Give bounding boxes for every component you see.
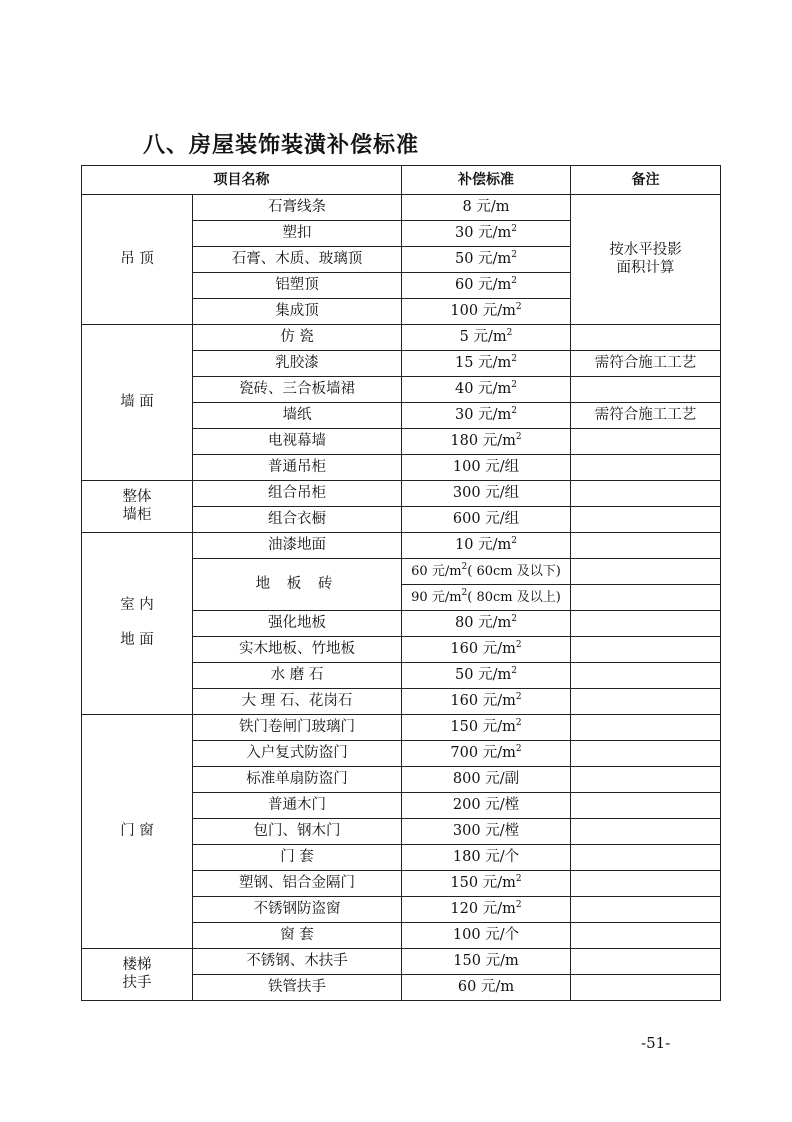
standard-value: 50 元/m — [455, 250, 512, 267]
unit-superscript: 2 — [511, 535, 517, 546]
standard-cell — [402, 455, 571, 481]
note-cell — [571, 819, 721, 845]
standard-value: 10 元/m — [455, 536, 512, 553]
page-title: 八、房屋装饰装潢补偿标准 — [143, 133, 420, 158]
item-cell: 水 磨 石 — [193, 663, 402, 689]
item-cell: 乳胶漆 — [193, 351, 402, 377]
item-cell: 电视幕墙 — [193, 429, 402, 455]
standard-cell — [402, 845, 571, 871]
note-cell — [571, 897, 721, 923]
standard-value: 8 元/m — [462, 198, 510, 215]
note-cell — [571, 325, 721, 351]
standard-value: 700 元/m — [450, 744, 516, 761]
standard-cell — [402, 533, 571, 559]
standard-cell — [402, 611, 571, 637]
item-cell: 集成顶 — [193, 299, 402, 325]
standard-cell — [402, 793, 571, 819]
unit-superscript: 2 — [506, 327, 513, 338]
standard-cell — [402, 923, 571, 949]
item-cell: 实木地板、竹地板 — [193, 637, 402, 663]
unit-superscript: 2 — [515, 639, 522, 650]
item-cell: 铁门卷闸门玻璃门 — [193, 715, 402, 741]
note-cell — [571, 975, 721, 1001]
standard-cell — [402, 299, 571, 325]
standard-cell — [402, 819, 571, 845]
item-cell: 石膏、木质、玻璃顶 — [193, 247, 402, 273]
note-cell — [571, 507, 721, 533]
note-cell: 需符合施工工艺 — [571, 351, 721, 377]
unit-superscript: 2 — [511, 249, 517, 260]
note-cell — [571, 481, 721, 507]
standard-cell — [402, 975, 571, 1001]
note-cell — [571, 923, 721, 949]
standard-value: 80 元/m — [455, 614, 512, 631]
item-cell: 门 套 — [193, 845, 402, 871]
standard-value: 300 元/樘 — [452, 822, 520, 839]
note-cell — [571, 585, 721, 611]
standard-value: 5 元/m — [459, 328, 507, 345]
table-row — [82, 325, 721, 351]
category-cell: 楼梯 扶手 — [82, 949, 193, 1001]
note-cell — [571, 663, 721, 689]
standard-value: 180 元/个 — [452, 848, 520, 865]
standard-cell — [402, 637, 571, 663]
standard-cell — [402, 481, 571, 507]
note-cell: 需符合施工工艺 — [571, 403, 721, 429]
standard-cell — [402, 767, 571, 793]
item-cell: 铁管扶手 — [193, 975, 402, 1001]
note-cell — [571, 559, 721, 585]
standard-cell — [402, 585, 571, 611]
category-cell: 吊 顶 — [82, 195, 193, 325]
item-cell: 大 理 石、花岗石 — [193, 689, 402, 715]
unit-superscript: 2 — [511, 405, 517, 416]
standard-cell — [402, 247, 571, 273]
note-cell — [571, 377, 721, 403]
category-cell: 室 内 地 面 — [82, 533, 193, 715]
item-cell: 地 板 砖 — [193, 559, 402, 611]
standard-value: 100 元/个 — [452, 926, 520, 943]
item-cell: 塑钢、铝合金隔门 — [193, 871, 402, 897]
item-cell: 普通木门 — [193, 793, 402, 819]
table-row — [82, 715, 721, 741]
standard-value: 60 元/m — [455, 276, 512, 293]
note-cell — [571, 741, 721, 767]
unit-superscript: 2 — [511, 353, 517, 364]
unit-superscript: 2 — [511, 665, 517, 676]
standard-qualifier: ( 60cm 及以下) — [467, 563, 561, 579]
item-cell: 不锈钢防盗窗 — [193, 897, 402, 923]
standard-value: 60 元/m — [457, 978, 515, 995]
standard-cell — [402, 871, 571, 897]
unit-superscript: 2 — [515, 899, 522, 910]
unit-superscript: 2 — [511, 613, 517, 624]
unit-superscript: 2 — [511, 223, 517, 234]
standard-cell — [402, 403, 571, 429]
item-cell: 仿 瓷 — [193, 325, 402, 351]
unit-superscript: 2 — [515, 691, 522, 702]
standard-cell — [402, 429, 571, 455]
category-cell: 门 窗 — [82, 715, 193, 949]
item-cell: 塑扣 — [193, 221, 402, 247]
unit-superscript: 2 — [461, 587, 468, 598]
table-row — [82, 481, 721, 507]
note-cell — [571, 637, 721, 663]
standard-value: 30 元/m — [455, 406, 512, 423]
note-cell: 按水平投影 面积计算 — [571, 195, 721, 325]
standard-value: 150 元/m — [450, 718, 516, 735]
item-cell: 组合吊柜 — [193, 481, 402, 507]
standard-value: 40 元/m — [455, 380, 512, 397]
unit-superscript: 2 — [515, 431, 522, 442]
item-cell: 铝塑顶 — [193, 273, 402, 299]
item-cell: 不锈钢、木扶手 — [193, 949, 402, 975]
note-cell — [571, 715, 721, 741]
standard-value: 30 元/m — [455, 224, 512, 241]
item-cell: 普通吊柜 — [193, 455, 402, 481]
header-item: 项目名称 — [82, 166, 402, 195]
standard-cell — [402, 689, 571, 715]
standard-cell — [402, 507, 571, 533]
standard-value: 15 元/m — [455, 354, 512, 371]
note-cell — [571, 429, 721, 455]
standard-cell — [402, 325, 571, 351]
page-number: -51- — [641, 1034, 671, 1052]
item-cell: 标准单扇防盗门 — [193, 767, 402, 793]
item-cell: 石膏线条 — [193, 195, 402, 221]
note-cell — [571, 767, 721, 793]
header-note: 备注 — [571, 166, 721, 195]
unit-superscript: 2 — [515, 873, 522, 884]
note-cell — [571, 845, 721, 871]
standard-value: 120 元/m — [450, 900, 516, 917]
standard-value: 60 元/m — [411, 563, 462, 579]
standard-value: 90 元/m — [411, 589, 462, 605]
standard-value: 150 元/m — [453, 952, 519, 969]
standard-value: 160 元/m — [450, 640, 516, 657]
item-cell: 油漆地面 — [193, 533, 402, 559]
table-row — [82, 533, 721, 559]
standard-cell — [402, 221, 571, 247]
standard-value: 160 元/m — [450, 692, 516, 709]
standard-value: 150 元/m — [450, 874, 516, 891]
standard-cell — [402, 715, 571, 741]
standard-value: 300 元/组 — [452, 484, 520, 501]
standard-value: 800 元/副 — [452, 770, 520, 787]
standard-cell — [402, 195, 571, 221]
unit-superscript: 2 — [511, 275, 517, 286]
standard-qualifier: ( 80cm 及以上) — [467, 589, 561, 605]
standard-cell — [402, 559, 571, 585]
note-cell — [571, 533, 721, 559]
item-cell: 入户复式防盗门 — [193, 741, 402, 767]
table-header-row — [82, 166, 721, 195]
compensation-table — [81, 165, 721, 1001]
standard-cell — [402, 351, 571, 377]
note-cell — [571, 793, 721, 819]
unit-superscript: 2 — [511, 379, 517, 390]
table-row — [82, 195, 721, 221]
category-cell: 墙 面 — [82, 325, 193, 481]
header-standard: 补偿标准 — [402, 166, 571, 195]
standard-cell — [402, 741, 571, 767]
unit-superscript: 2 — [515, 717, 522, 728]
note-cell — [571, 611, 721, 637]
standard-cell — [402, 273, 571, 299]
item-cell: 组合衣橱 — [193, 507, 402, 533]
note-cell — [571, 871, 721, 897]
item-cell: 强化地板 — [193, 611, 402, 637]
item-cell: 窗 套 — [193, 923, 402, 949]
note-cell — [571, 949, 721, 975]
standard-value: 180 元/m — [450, 432, 516, 449]
item-cell: 墙纸 — [193, 403, 402, 429]
standard-cell — [402, 949, 571, 975]
standard-value: 100 元/m — [450, 302, 516, 319]
standard-value: 100 元/组 — [452, 458, 520, 475]
note-cell — [571, 455, 721, 481]
unit-superscript: 2 — [461, 561, 468, 572]
standard-cell — [402, 377, 571, 403]
unit-superscript: 2 — [515, 743, 522, 754]
table-row — [82, 949, 721, 975]
item-cell: 包门、钢木门 — [193, 819, 402, 845]
unit-superscript: 2 — [515, 301, 522, 312]
category-cell: 整体 墙柜 — [82, 481, 193, 533]
standard-value: 200 元/樘 — [452, 796, 520, 813]
standard-value: 50 元/m — [455, 666, 512, 683]
standard-cell — [402, 663, 571, 689]
standard-cell — [402, 897, 571, 923]
note-cell — [571, 689, 721, 715]
standard-value: 600 元/组 — [452, 510, 520, 527]
item-cell: 瓷砖、三合板墙裙 — [193, 377, 402, 403]
